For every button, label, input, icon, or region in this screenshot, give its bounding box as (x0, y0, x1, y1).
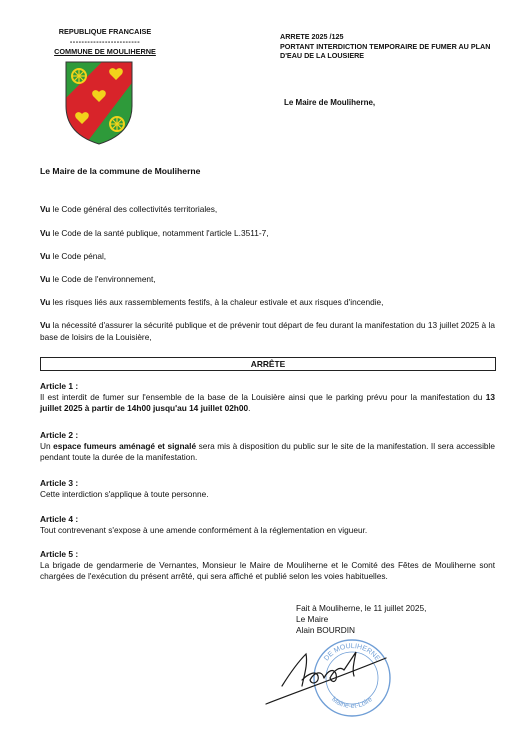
republic-label: REPUBLIQUE FRANCAISE (58, 27, 152, 36)
decree-header (280, 32, 495, 61)
vu-clause: Vu le Code de la santé publique, notamment l'article L.3511-7, (40, 228, 269, 238)
arrete-heading: ARRÊTE (40, 357, 496, 371)
signer-name: Alain BOURDIN (296, 625, 356, 635)
vu-clause: Vu le Code de l'environnement, (40, 274, 156, 284)
header-left (30, 27, 180, 57)
article-body: La brigade de gendarmerie de Vernantes, Monsieur le Maire de Mouliherne et le Comité des Fêtes de Mouliherne sont chargées de l'exécution du présent arrêté, qui sera affiché et publié selon les voies habituelles. (40, 560, 495, 581)
coat-of-arms-logo (64, 60, 134, 146)
stamp-top-text: DE MOULIHERNE (323, 642, 381, 663)
article-title: Article 3 : (40, 478, 79, 488)
decree-number: ARRETE 2025 /125 (280, 32, 344, 41)
place-date: Fait à Mouliherne, le 11 juillet 2025, (296, 603, 427, 613)
article-title: Article 1 : (40, 381, 79, 391)
signer-role: Le Maire (296, 614, 329, 624)
article-title: Article 5 : (40, 549, 79, 559)
article-title: Article 2 : (40, 430, 79, 440)
stamp-bottom-text: Maine-et-Loire (330, 695, 374, 711)
article-body: Il est interdit de fumer sur l'ensemble de la base de la Louisière ainsi que le parking prévu pour la manifestation du 13 juillet 2025 à partir de 14h00 jusqu'au 14 juillet 02h00. (40, 392, 495, 413)
mayor-heading: Le Maire de la commune de Mouliherne (40, 166, 201, 176)
vu-clause: Vu le Code pénal, (40, 251, 107, 261)
decree-title: PORTANT INTERDICTION TEMPORAIRE DE FUMER AU PLAN D'EAU DE LA LOUSIERE (280, 41, 491, 60)
vu-clause: Vu la nécessité d'assurer la sécurité publique et de prévenir tout départ de feu durant la manifestation du 13 juillet 2025 à la base de loisirs de la Louisière, (40, 320, 495, 342)
vu-clause: Vu les risques liés aux rassemblements festifs, à la chaleur estivale et aux risques d'incendie, (40, 297, 384, 307)
handwritten-signature (262, 640, 392, 710)
mayor-heading-right: Le Maire de Mouliherne, (284, 98, 376, 107)
article-title: Article 4 : (40, 514, 79, 524)
article-body: Cette interdiction s'applique à toute personne. (40, 489, 209, 499)
article-body: Tout contrevenant s'expose à une amende conformément à la réglementation en vigueur. (40, 525, 368, 535)
article-body: Un espace fumeurs aménagé et signalé sera mis à disposition du public sur le site de la manifestation. Il sera accessible pendant toute la durée de la manifestation. (40, 441, 495, 462)
commune-label: COMMUNE DE MOULIHERNE (54, 47, 156, 56)
vu-clause: Vu le Code général des collectivités territoriales, (40, 204, 218, 214)
header-divider: ------------------------ (69, 37, 141, 46)
